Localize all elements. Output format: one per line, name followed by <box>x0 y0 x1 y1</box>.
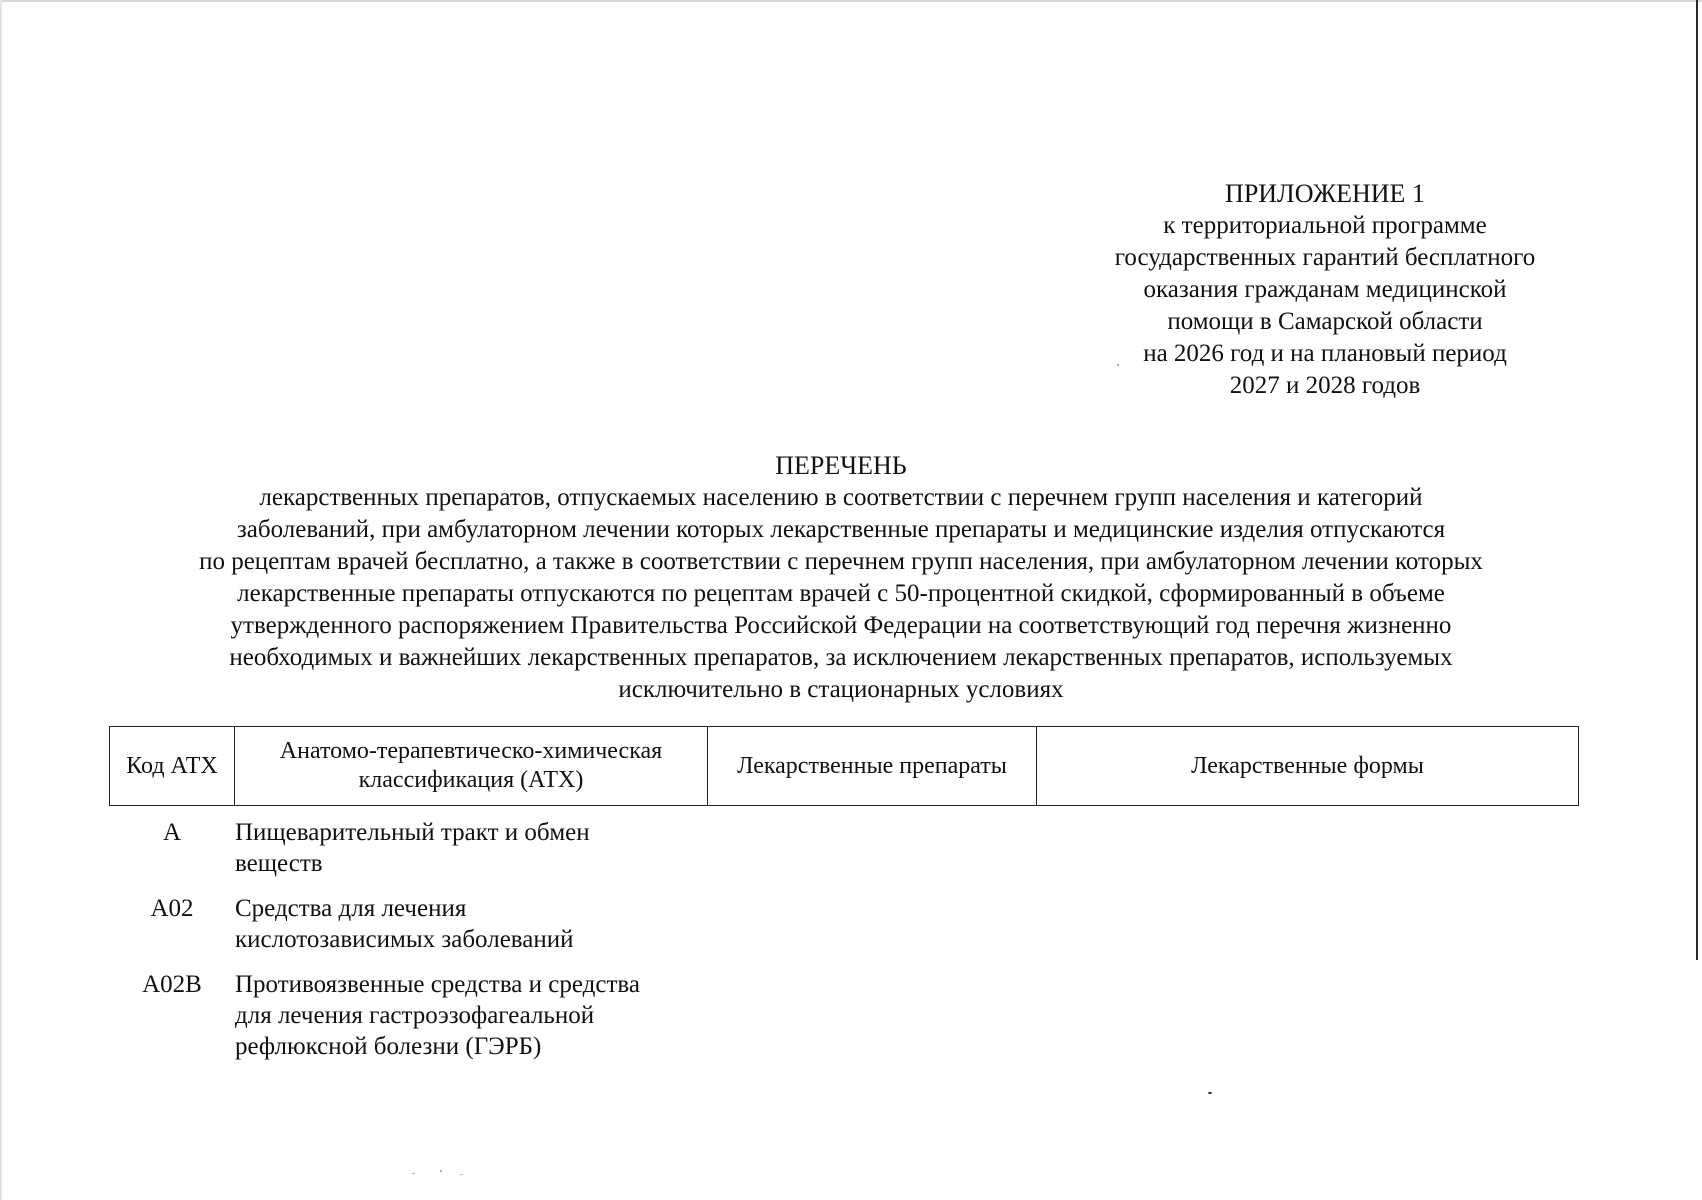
annex-line: государственных гарантий бесплатного <box>1114 244 1536 271</box>
atx-name-line: для лечения гастроэзофагеальной <box>235 1002 595 1029</box>
heading-line: необходимых и важнейших лекарственных препаратов, за исключением лекарственных препаратов, используемых <box>229 644 1453 671</box>
scan-speck <box>412 1173 415 1174</box>
annex-line: помощи в Самарской области <box>1167 308 1483 335</box>
annex-line: на 2026 год и на плановый период <box>1143 340 1507 367</box>
atx-table-header <box>109 726 1579 806</box>
annex-line: 2027 и 2028 годов <box>1229 372 1421 399</box>
heading-line: лекарственные препараты отпускаются по рецептам врачей с 50-процентной скидкой, сформированный в объеме <box>237 580 1445 607</box>
heading-title: ПЕРЕЧЕНЬ <box>775 451 907 480</box>
document-heading <box>100 450 1582 706</box>
atx-name <box>235 893 695 955</box>
header-drugs: Лекарственные препараты <box>708 727 1037 806</box>
scan-border-top <box>0 0 1702 2</box>
scan-speck <box>440 1170 442 1172</box>
atx-name-line: Противоязвенные средства и средства <box>235 971 640 998</box>
annex-title: ПРИЛОЖЕНИЕ 1 <box>1225 179 1425 208</box>
scan-border-left <box>0 0 2 1200</box>
table-row <box>109 893 1579 955</box>
atx-code: А02 <box>150 895 194 922</box>
scan-speck <box>460 1174 463 1175</box>
header-row <box>110 727 1579 806</box>
table-row <box>109 817 1579 879</box>
atx-rows <box>109 817 1579 1076</box>
heading-line: заболеваний, при амбулаторном лечении которых лекарственные препараты и медицинские изделия отпускаются <box>236 516 1446 543</box>
atx-name-line: Пищеварительный тракт и обмен <box>235 819 590 846</box>
table-row <box>109 969 1579 1062</box>
scan-speck <box>1117 364 1119 366</box>
atx-name <box>235 817 695 879</box>
annex-block <box>1075 178 1575 402</box>
atx-code: А <box>162 819 182 846</box>
header-forms: Лекарственные формы <box>1037 727 1579 806</box>
heading-line: исключительно в стационарных условиях <box>618 676 1064 703</box>
heading-line: лекарственных препаратов, отпускаемых населению в соответствии с перечнем групп населения и категорий <box>259 484 1423 511</box>
header-classification: Анатомо-терапевтическо-химическая классификация (АТХ) <box>235 727 708 806</box>
atx-code: А02В <box>142 971 202 998</box>
scan-speck <box>1208 1092 1212 1094</box>
heading-line: утвержденного распоряжением Правительства Российской Федерации на соответствующий год перечня жизненно <box>230 612 1452 639</box>
heading-line: по рецептам врачей бесплатно, а также в соответствии с перечнем групп населения, при амбулаторном лечении которых <box>199 548 1483 575</box>
atx-name <box>235 969 695 1062</box>
atx-name-line: веществ <box>235 850 323 877</box>
annex-line: к территориальной программе <box>1163 212 1487 239</box>
atx-name-line: кислотозависимых заболеваний <box>235 926 574 953</box>
atx-name-line: Средства для лечения <box>235 895 467 922</box>
atx-name-line: рефлюксной болезни (ГЭРБ) <box>235 1033 542 1060</box>
scan-border-right <box>1696 0 1698 960</box>
annex-line: оказания гражданам медицинской <box>1143 276 1507 303</box>
header-code: Код АТХ <box>110 727 235 806</box>
